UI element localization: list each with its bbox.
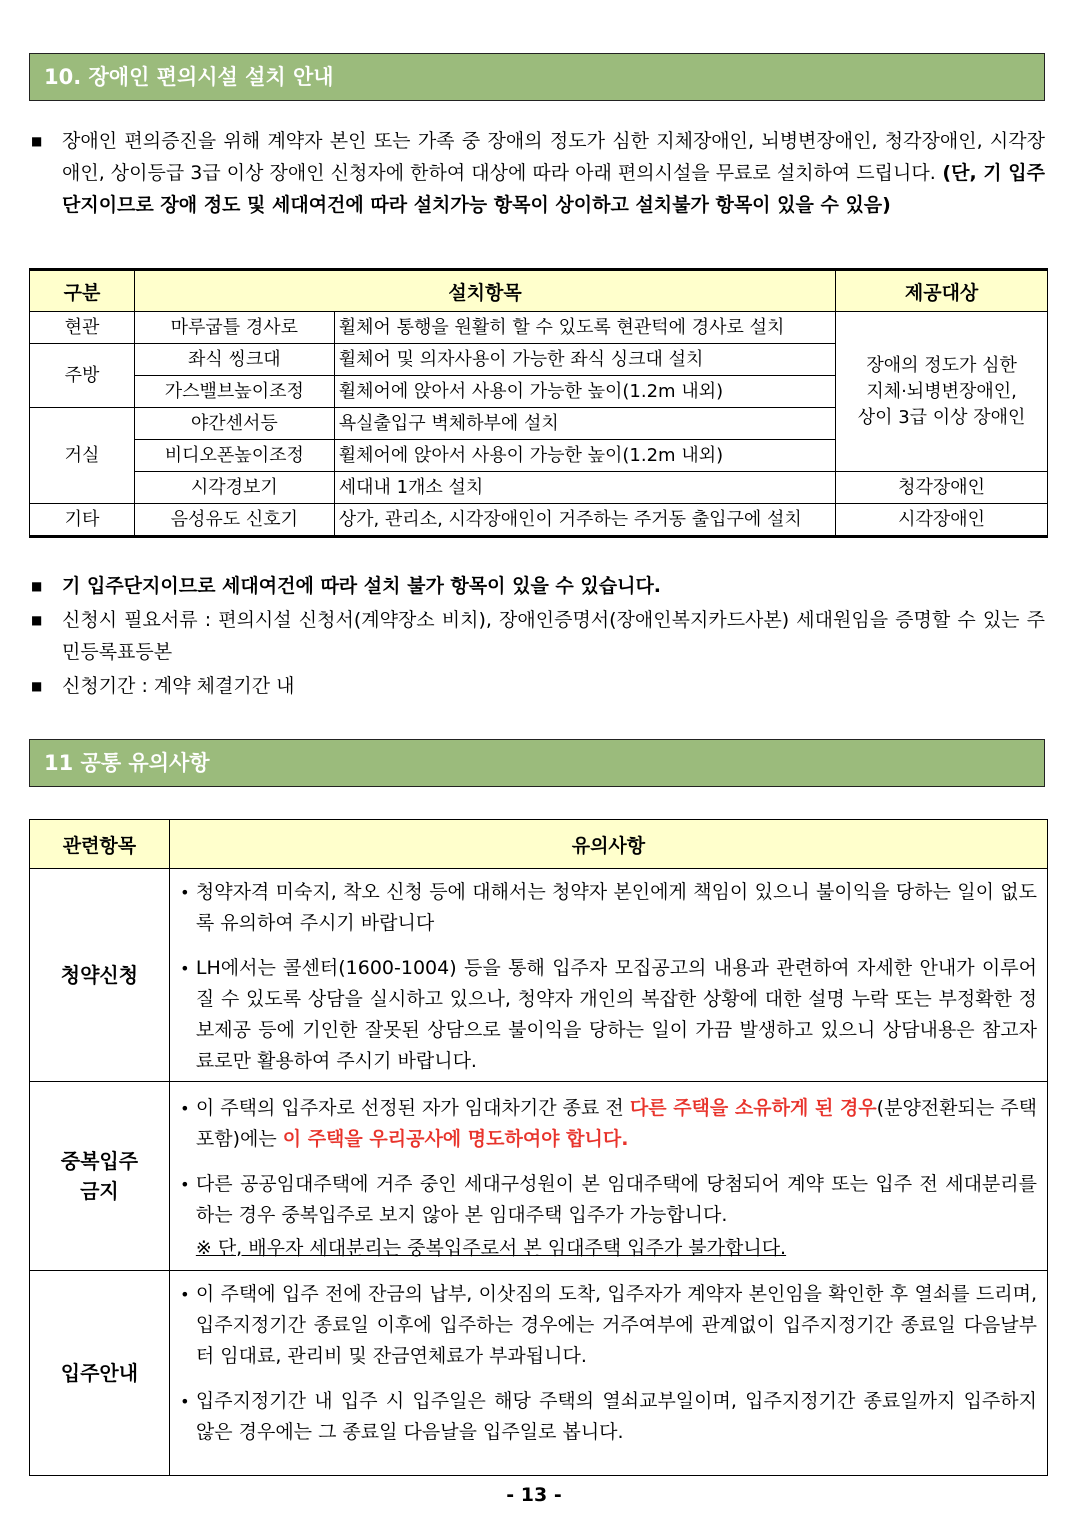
section-10-intro (29, 125, 1045, 223)
table-row (30, 869, 1048, 1082)
cat-entrance: 현관 (30, 312, 135, 344)
target-hearing: 청각장애인 (836, 472, 1048, 504)
dup-text-2: 다른 공공임대주택에 거주 중인 세대구성원이 본 임대주택에 당첨되어 계약 또는 입주 전 세대분리를 하는 경우 중복입주로 보지 않아 본 임대주택 입주가 가능합니다. (195, 1172, 1037, 1226)
table-row (30, 312, 1048, 344)
table-row (30, 504, 1048, 537)
target-main-line: 지체·뇌병변장애인, (866, 380, 1017, 402)
target-visual: 시각장애인 (836, 504, 1048, 537)
note-text: 신청시 필요서류 : 편의시설 신청서(계약장소 비치), 장애인증명서(장애인복지카드사본) 세대원임을 증명할 수 있는 주민등록표등본 (62, 609, 1045, 663)
list-item (174, 1093, 1043, 1155)
square-bullet-icon: ■ (31, 613, 43, 627)
dup-note-text: ※ 단, 배우자 세대분리는 중복입주로서 본 임대주택 입주가 불가합니다. (195, 1236, 787, 1259)
row-desc: 휠체어 및 의자사용이 가능한 좌식 싱크대 설치 (334, 344, 835, 376)
intro-text (62, 125, 1045, 221)
dup-text-1 (196, 1093, 1043, 1155)
move-text-2: 입주지정기간 내 입주 시 입주일은 해당 주택의 열쇠교부일이며, 입주지정기간 종료일까지 입주하지 않은 경우에는 그 종료일 다음날을 입주일로 봅니다. (195, 1390, 1037, 1443)
table-header-row (30, 820, 1048, 869)
cat-duplicate (30, 1082, 170, 1271)
dot-bullet-icon: • (180, 1392, 190, 1411)
intro-bullet-item (29, 125, 1045, 221)
dot-bullet-icon: • (180, 1174, 190, 1194)
duplicate-content (169, 1082, 1047, 1271)
cat-kitchen: 주방 (30, 344, 135, 408)
target-main-line: 장애의 정도가 심한 (866, 354, 1017, 376)
apply-text-1: 청약자격 미숙지, 착오 신청 등에 대해서는 청약자 본인에게 책임이 있으니 불이익을 당하는 일이 없도록 유의하여 주시기 바랍니다 (195, 881, 1037, 934)
cat-living: 거실 (30, 408, 135, 504)
section-11-title: 11 공통 유의사항 (44, 751, 210, 775)
table-row (30, 1271, 1048, 1476)
row-desc: 세대내 1개소 설치 (334, 472, 835, 504)
cat-dup-line: 금지 (80, 1179, 119, 1203)
row-item: 비디오폰높이조정 (134, 440, 334, 472)
section-11-header (29, 739, 1045, 787)
note-text: 기 입주단지이므로 세대여건에 따라 설치 불가 항목이 있을 수 있습니다. (62, 575, 662, 597)
row-desc: 휠체어 통행을 원활히 할 수 있도록 현관턱에 경사로 설치 (334, 312, 835, 344)
row-item: 음성유도 신호기 (134, 504, 334, 537)
header-item: 설치항목 (134, 270, 835, 312)
header-target: 제공대상 (836, 270, 1048, 312)
notice-table (29, 819, 1048, 1476)
dup-1d: 이 주택을 우리공사에 명도하여야 합니다. (282, 1127, 629, 1150)
row-desc: 상가, 관리소, 시각장애인이 거주하는 주거동 출입구에 설치 (334, 504, 835, 537)
list-item (174, 1386, 1043, 1448)
header-related-item: 관련항목 (30, 820, 170, 869)
move-text-1: 이 주택에 입주 전에 잔금의 납부, 이삿짐의 도착, 입주자가 계약자 본인임을 확인한 후 열쇠를 드리며, 입주지정기간 종료일 이후에 입주하는 경우에는 거주여부에 관계없이 입주지정기간 종료일 다음날부터 임대료, 관리비 및 잔금연체료가 부과됩니다. (195, 1283, 1037, 1367)
dup-1c: (분양전환되는 주택 포함)에는 (195, 1096, 1037, 1150)
dup-1b: 다른 주택을 소유하게 된 경우 (629, 1096, 877, 1119)
row-item: 시각경보기 (134, 472, 334, 504)
note-item (29, 570, 1045, 602)
dot-bullet-icon: • (180, 883, 190, 902)
square-bullet-icon: ■ (31, 579, 43, 593)
cat-move-in: 입주안내 (30, 1271, 170, 1476)
table-row (30, 472, 1048, 504)
note-item (29, 604, 1045, 668)
note-text: 신청기간 : 계약 체결기간 내 (62, 675, 295, 697)
dot-bullet-icon: • (180, 1098, 190, 1118)
row-item: 마루굽틀 경사로 (134, 312, 334, 344)
target-main-line: 상이 3급 이상 장애인 (857, 406, 1026, 428)
intro-bold: (단, 기 입주단지이므로 장애 정도 및 세대여건에 따라 설치가능 항목이 상이하고 설치불가 항목이 있을 수 있음) (62, 162, 1045, 216)
row-desc: 휠체어에 앉아서 사용이 가능한 높이(1.2m 내외) (334, 376, 835, 408)
header-notice: 유의사항 (169, 820, 1047, 869)
move-in-content (169, 1271, 1047, 1476)
square-bullet-icon: ■ (31, 134, 43, 148)
section-10-header (29, 53, 1045, 101)
section-10-title: 10. 장애인 편의시설 설치 안내 (44, 65, 334, 89)
list-item (174, 953, 1043, 1077)
table-row (30, 1082, 1048, 1271)
intro-normal: 장애인 편의증진을 위해 계약자 본인 또는 가족 중 장애의 정도가 심한 지체장애인, 뇌병변장애인, 청각장애인, 시각장애인, 상이등급 3급 이상 장애인 신청자에 한하여 대상에 따라 아래 편의시설을 무료로 설치하여 드립니다. (62, 130, 1045, 184)
table-header-row (30, 270, 1048, 312)
target-main (836, 312, 1048, 472)
header-category: 구분 (30, 270, 135, 312)
row-desc: 욕실출입구 벽체하부에 설치 (334, 408, 835, 440)
list-item (174, 1169, 1043, 1231)
page-number: - 13 - (506, 1484, 562, 1506)
dot-bullet-icon: • (180, 959, 190, 978)
list-item (174, 877, 1043, 939)
row-desc: 휠체어에 앉아서 사용이 가능한 높이(1.2m 내외) (334, 440, 835, 472)
section-10-notes (29, 570, 1045, 704)
list-item (174, 1279, 1043, 1372)
apply-text-2: LH에서는 콜센터(1600-1004) 등을 통해 입주자 모집공고의 내용과 관련하여 자세한 안내가 이루어질 수 있도록 상담을 실시하고 있으나, 청약자 개인의 복잡한 상황에 대한 설명 누락 또는 부정확한 정보제공 등에 기인한 잘못된 상담으로 불이익을 당하는 일이 가끔 발생하고 있으니 상담내용은 참고자료로만 활용하여 주시기 바랍니다. (195, 957, 1037, 1072)
apply-content (169, 869, 1047, 1082)
dup-1a: 이 주택의 입주자로 선정된 자가 임대차기간 종료 전 (195, 1096, 630, 1119)
cat-dup-line: 중복입주 (60, 1149, 139, 1173)
row-item: 가스밸브높이조정 (134, 376, 334, 408)
cat-other: 기타 (30, 504, 135, 537)
row-item: 좌식 씽크대 (134, 344, 334, 376)
row-item: 야간센서등 (134, 408, 334, 440)
cat-apply: 청약신청 (30, 869, 170, 1082)
dot-bullet-icon: • (180, 1285, 190, 1304)
note-item (29, 670, 1045, 702)
facility-table (29, 268, 1048, 538)
square-bullet-icon: ■ (31, 679, 43, 693)
dup-note (174, 1233, 1043, 1264)
